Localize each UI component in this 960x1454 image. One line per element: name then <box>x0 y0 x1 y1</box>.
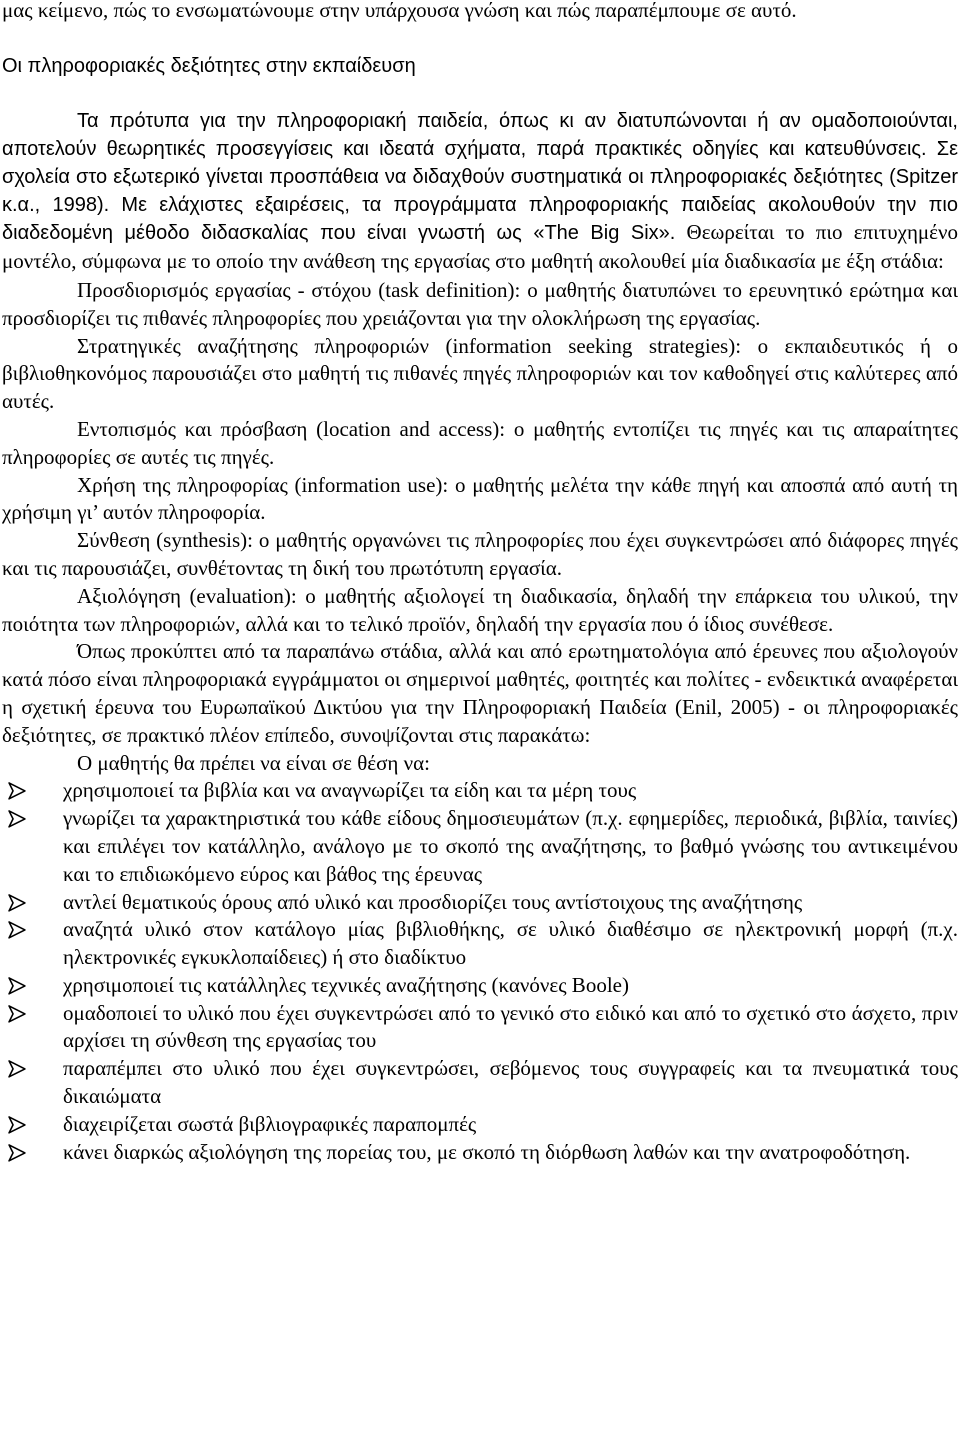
stage-information-use: Χρήση της πληροφορίας (information use): ο μαθητής μελέτα την κάθε πηγή και αποσπά από αυτή τη χρήσιμη γι’ αυτόν πληροφορία. <box>2 472 958 525</box>
list-item <box>2 889 958 917</box>
list-item <box>2 972 958 1000</box>
arrowhead-bullet-icon <box>6 889 28 917</box>
list-item <box>2 1000 958 1056</box>
arrowhead-bullet-icon <box>6 805 28 833</box>
list-item-text: αντλεί θεματικούς όρους από υλικό και προσδιορίζει τους αντίστοιχους της αναζήτησης <box>63 889 803 914</box>
list-item <box>2 1139 958 1167</box>
list-item <box>2 1111 958 1139</box>
list-item <box>2 777 958 805</box>
stage-information-seeking: Στρατηγικές αναζήτησης πληροφοριών (information seeking strategies): ο εκπαιδευτικός ή ο βιβλιοθηκονόμος παρουσιάζει στο μαθητή τις πιθανές πηγές πληροφοριών και τον καθοδηγεί στις καλύτερες από αυτές. <box>2 333 958 414</box>
list-item-text: παραπέμπει στο υλικό που έχει συγκεντρώσει, σεβόμενος τους συγγραφείς και τα πνευματικά τους δικαιώματα <box>63 1056 958 1109</box>
section-heading: Οι πληροφοριακές δεξιότητες στην εκπαίδευση <box>2 54 416 77</box>
list-item <box>2 805 958 888</box>
paragraph-big-six <box>2 108 958 277</box>
stage-location-access: Εντοπισμός και πρόσβαση (location and access): ο μαθητής εντοπίζει τις πηγές και τις απαραίτητες πληροφορίες σε αυτές τις πηγές. <box>2 416 958 469</box>
paragraph-big-six-text-a: Τα πρότυπα για την πληροφοριακή παιδεία, όπως κι αν διατυπώνονται ή αν ομαδοποιούνται, αποτελούν θεωρητικές προσεγγίσεις και ιδεατά σχήματα, παρά πρακτικές οδηγίες και κατευθύνσεις. Σε σχολεία στο εξωτερικό γίνεται προσπάθεια να διδαχθούν συστηματικά οι πληροφοριακές δεξιότητες (Spitzer κ.α., 1998). Με ελάχιστες εξαιρέσεις, τα προγράμματα πληροφοριακής παιδείας ακολουθούν την πιο διαδεδομένη μέθοδο διδασκαλίας που είναι γνωστή ως «The Big Six». <box>2 110 958 245</box>
arrowhead-bullet-icon <box>6 1139 28 1167</box>
stage-evaluation: Αξιολόγηση (evaluation): ο μαθητής αξιολογεί τη διαδικασία, δηλαδή την επάρκεια του υλικού, την ποιότητα των πληροφοριών, αλλά και το τελικό προϊόν, δηλαδή την εργασία που ό ίδιος συνέθεσε. <box>2 583 958 636</box>
paragraph-big-six-text-b: Θεωρείται το πιο επιτυχημένο μοντέλο, σύμφωνα με το οποίο την ανάθεση της εργασίας στο μαθητή ακολουθεί μία διαδικασία με έξη στάδια: <box>2 220 958 274</box>
paragraph-summary: Όπως προκύπτει από τα παραπάνω στάδια, αλλά και από ερωτηματολόγια από έρευνες που αξιολογούν κατά πόσο είναι πληροφοριακά εγγράμματοι οι σημερινοί μαθητές, φοιτητές και πολίτες - ενδεικτικά αναφέρεται η σχετική έρευνα του Ευρωπαϊκού Δικτύου για την Πληροφοριακή Παιδεία (Enil, 2005) - οι πληροφοριακές δεξιότητες, σε πρακτικό πλέον επίπεδο, συνοψίζονται στις παρακάτω: <box>2 639 958 747</box>
list-item-text: γνωρίζει τα χαρακτηριστικά του κάθε είδους δημοσιευμάτων (π.χ. εφημερίδες, περιοδικά, βιβλία, ταινίες) και επιλέγει τον κατάλληλο, ανάλογο με το σκοπό της αναζήτησης, το βαθμό γνώσης του αντικειμένου και το επιδιωκόμενο εύρος και βάθος της έρευνας <box>63 806 958 886</box>
stage-synthesis: Σύνθεση (synthesis): ο μαθητής οργανώνει τις πληροφορίες που έχει συγκεντρώσει από διάφορες πηγές και τις παρουσιάζει, συνθέτοντας τη δική του πρωτότυπη εργασία. <box>2 528 958 580</box>
skills-list <box>2 777 958 1166</box>
arrowhead-bullet-icon <box>6 777 28 805</box>
arrowhead-bullet-icon <box>6 1055 28 1083</box>
list-item <box>2 1055 958 1111</box>
list-item-text: ομαδοποιεί το υλικό που έχει συγκεντρώσει από το γενικό στο ειδικό και από το σχετικό στο άσχετο, πριν αρχίσει τη σύνθεση της εργασίας του <box>63 1000 958 1053</box>
list-item <box>2 916 958 972</box>
list-item-text: αναζητά υλικό στον κατάλογο μίας βιβλιοθήκης, σε υλικό διαθέσιμο σε ηλεκτρονική μορφή (π.χ. ηλεκτρονικές εγκυκλοπαίδειες) ή στο διαδίκτυο <box>63 917 958 970</box>
arrowhead-bullet-icon <box>6 1000 28 1028</box>
intro-paragraph-tail: μας κείμενο, πώς το ενσωματώνουμε στην υπάρχουσα γνώση και πώς παραπέμπουμε σε αυτό. <box>2 0 797 22</box>
list-lead-in: Ο μαθητής θα πρέπει να είναι σε θέση να: <box>77 750 431 775</box>
list-item-text: κάνει διαρκώς αξιολόγηση της πορείας του, με σκοπό τη διόρθωση λαθών και την ανατροφοδότηση. <box>63 1139 911 1164</box>
list-item-text: διαχειρίζεται σωστά βιβλιογραφικές παραπομπές <box>63 1111 477 1136</box>
arrowhead-bullet-icon <box>6 916 28 944</box>
arrowhead-bullet-icon <box>6 1111 28 1139</box>
arrowhead-bullet-icon <box>6 972 28 1000</box>
stage-task-definition: Προσδιορισμός εργασίας - στόχου (task definition): ο μαθητής διατυπώνει το ερευνητικό ερώτημα και προσδιορίζει τις πιθανές πληροφορίες που χρειάζονται για την ολοκλήρωση της εργασίας. <box>2 277 958 330</box>
list-item-text: χρησιμοποιεί τα βιβλία και να αναγνωρίζει τα είδη και τα μέρη τους <box>63 778 637 803</box>
list-item-text: χρησιμοποιεί τις κατάλληλες τεχνικές αναζήτησης (κανόνες Boole) <box>63 972 629 997</box>
